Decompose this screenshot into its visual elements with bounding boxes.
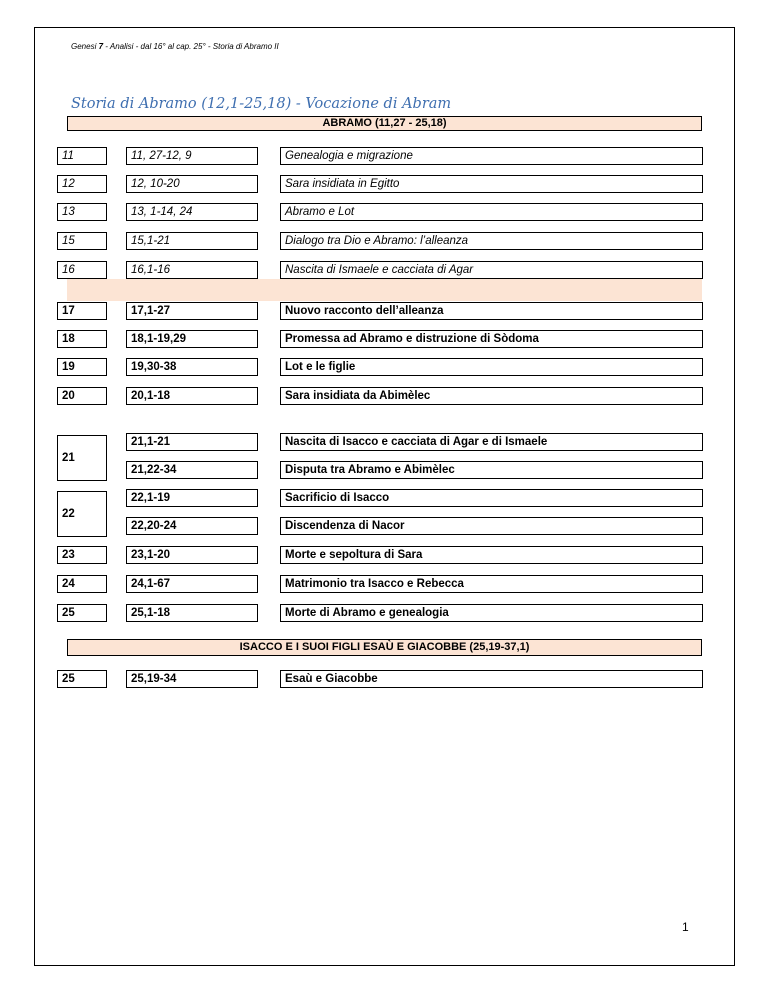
description-cell: Sara insidiata in Egitto bbox=[280, 175, 703, 193]
page-number: 1 bbox=[682, 920, 689, 934]
header-rest: - Analisi - dal 16° al cap. 25° - Storia di Abramo II bbox=[105, 42, 279, 51]
page-title: Storia di Abramo (12,1-25,18) - Vocazione di Abram bbox=[71, 96, 452, 112]
chapter-cell: 12 bbox=[57, 175, 107, 193]
reference-cell: 21,22-34 bbox=[126, 461, 258, 479]
chapter-cell: 24 bbox=[57, 575, 107, 593]
reference-cell: 12, 10-20 bbox=[126, 175, 258, 193]
running-header bbox=[71, 42, 279, 51]
description-cell: Esaù e Giacobbe bbox=[280, 670, 703, 688]
description-cell: Dialogo tra Dio e Abramo: l’alleanza bbox=[280, 232, 703, 250]
description-cell: Promessa ad Abramo e distruzione di Sòdoma bbox=[280, 330, 703, 348]
chapter-cell: 19 bbox=[57, 358, 107, 376]
chapter-cell: 16 bbox=[57, 261, 107, 279]
reference-cell: 13, 1-14, 24 bbox=[126, 203, 258, 221]
description-cell: Sara insidiata da Abimèlec bbox=[280, 387, 703, 405]
chapter-cell-merged: 22 bbox=[57, 491, 107, 537]
chapter-cell: 25 bbox=[57, 670, 107, 688]
description-cell: Genealogia e migrazione bbox=[280, 147, 703, 165]
chapter-cell-merged: 21 bbox=[57, 435, 107, 481]
reference-cell: 17,1-27 bbox=[126, 302, 258, 320]
reference-cell: 19,30-38 bbox=[126, 358, 258, 376]
chapter-cell: 23 bbox=[57, 546, 107, 564]
chapter-cell: 13 bbox=[57, 203, 107, 221]
header-prefix: Genesi bbox=[71, 42, 97, 51]
reference-cell: 15,1-21 bbox=[126, 232, 258, 250]
chapter-cell: 20 bbox=[57, 387, 107, 405]
header-number: 7 bbox=[98, 42, 104, 51]
reference-cell: 22,20-24 bbox=[126, 517, 258, 535]
reference-cell: 11, 27-12, 9 bbox=[126, 147, 258, 165]
chapter-cell: 18 bbox=[57, 330, 107, 348]
reference-cell: 24,1-67 bbox=[126, 575, 258, 593]
description-cell: Discendenza di Nacor bbox=[280, 517, 703, 535]
chapter-cell: 11 bbox=[57, 147, 107, 165]
reference-cell: 21,1-21 bbox=[126, 433, 258, 451]
reference-cell: 25,19-34 bbox=[126, 670, 258, 688]
description-cell: Abramo e Lot bbox=[280, 203, 703, 221]
reference-cell: 23,1-20 bbox=[126, 546, 258, 564]
section-heading-isacco: ISACCO E I SUOI FIGLI ESAÙ E GIACOBBE (25,19-37,1) bbox=[67, 639, 702, 656]
separator-band bbox=[67, 279, 702, 301]
description-cell: Morte di Abramo e genealogia bbox=[280, 604, 703, 622]
chapter-cell: 25 bbox=[57, 604, 107, 622]
description-cell: Matrimonio tra Isacco e Rebecca bbox=[280, 575, 703, 593]
description-cell: Disputa tra Abramo e Abimèlec bbox=[280, 461, 703, 479]
reference-cell: 18,1-19,29 bbox=[126, 330, 258, 348]
reference-cell: 16,1-16 bbox=[126, 261, 258, 279]
chapter-cell: 17 bbox=[57, 302, 107, 320]
description-cell: Lot e le figlie bbox=[280, 358, 703, 376]
reference-cell: 20,1-18 bbox=[126, 387, 258, 405]
description-cell: Nuovo racconto dell’alleanza bbox=[280, 302, 703, 320]
description-cell: Sacrificio di Isacco bbox=[280, 489, 703, 507]
description-cell: Nascita di Isacco e cacciata di Agar e di Ismaele bbox=[280, 433, 703, 451]
section-heading-abramo: ABRAMO (11,27 - 25,18) bbox=[67, 116, 702, 131]
reference-cell: 22,1-19 bbox=[126, 489, 258, 507]
description-cell: Morte e sepoltura di Sara bbox=[280, 546, 703, 564]
chapter-cell: 15 bbox=[57, 232, 107, 250]
description-cell: Nascita di Ismaele e cacciata di Agar bbox=[280, 261, 703, 279]
reference-cell: 25,1-18 bbox=[126, 604, 258, 622]
